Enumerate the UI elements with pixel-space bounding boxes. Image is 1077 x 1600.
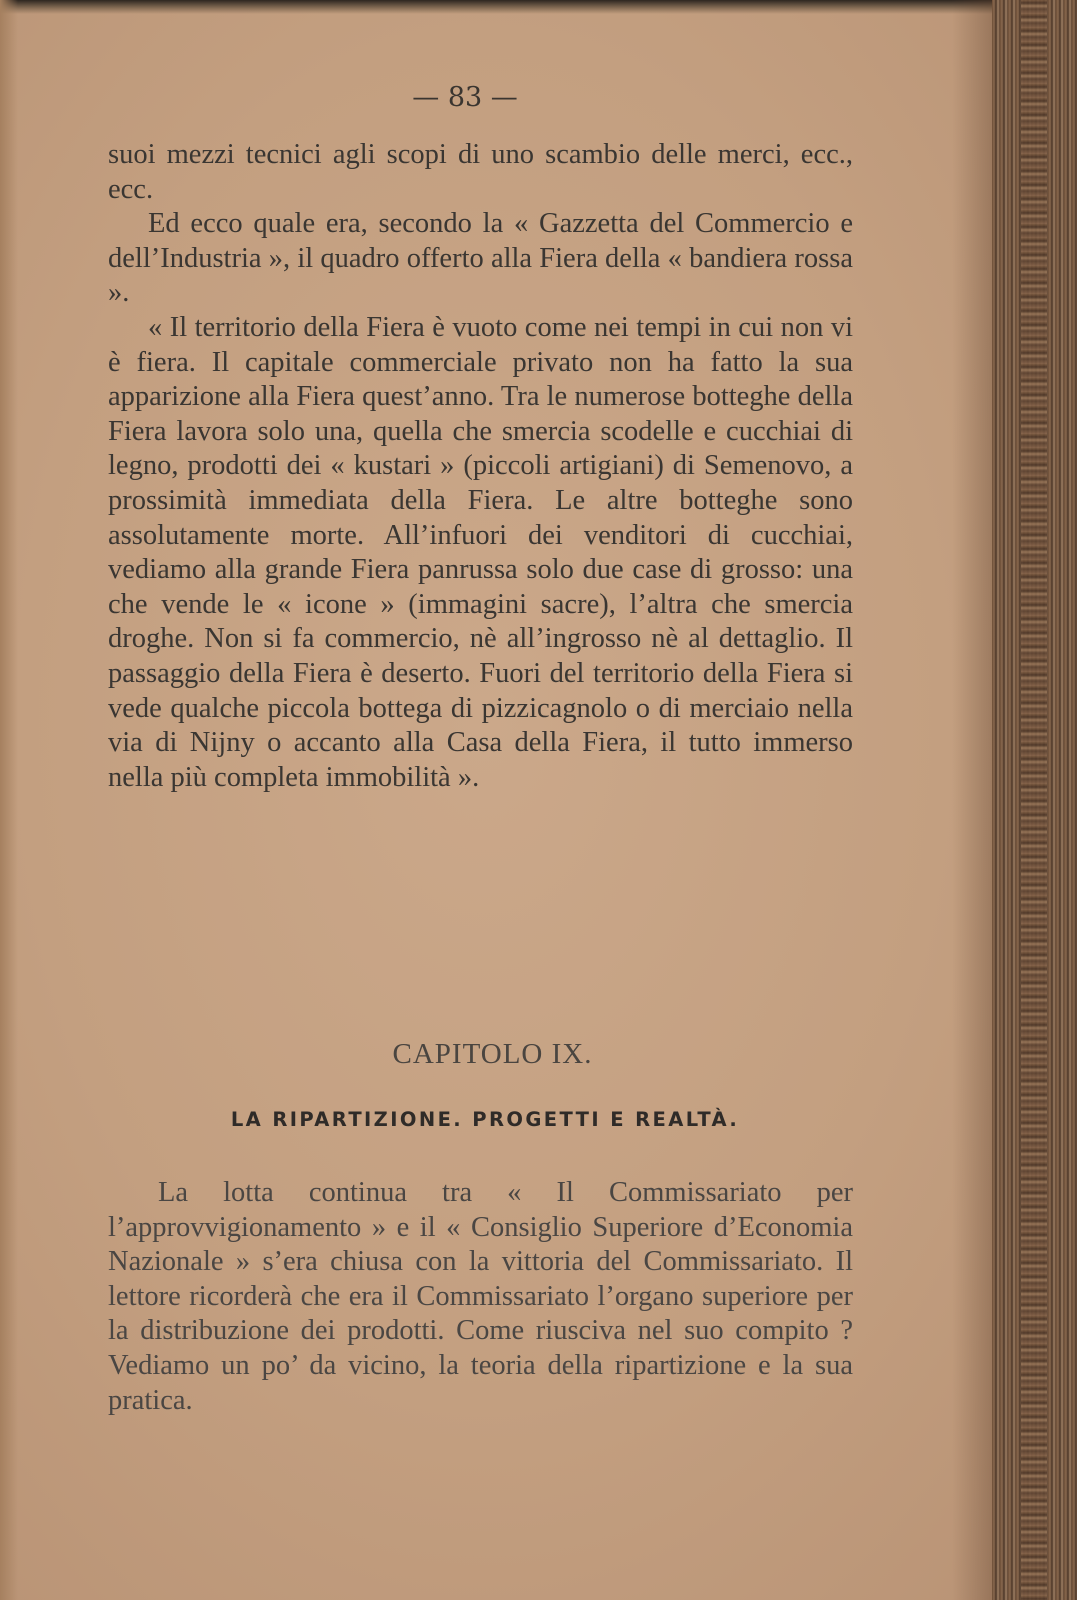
- page-top-edge: [0, 0, 1077, 14]
- page-number: — 83 —: [412, 82, 518, 113]
- chapter-text: [108, 1176, 853, 1418]
- chapter-paragraph: La lotta continua tra « Il Commissariato per l’approvvigionamento » e il « Consiglio Superiore d’Economia Nazionale » s’era chiusa con la vittoria del Commissariato. Il lettore ricorderà che era il Commissariato l’organo superiore per la distribuzione dei prodotti. Come riusciva nel suo compito ? Vediamo un po’ da vicino, la teoria della ripartizione e la sua pratica.: [108, 1177, 853, 1416]
- page-left-edge: [0, 0, 18, 1600]
- book-spine-edge: [992, 0, 1077, 1600]
- gutter-shadow: [952, 0, 992, 1600]
- paragraph-intro-quote: Ed ecco quale era, secondo la « Gazzetta del Commercio e dell’Industria », il quadro offerto alla Fiera della « bandiera rossa ».: [108, 208, 853, 309]
- chapter-subtitle: LA RIPARTIZIONE. PROGETTI E REALTÀ.: [230, 1108, 740, 1131]
- body-text: [108, 138, 853, 795]
- page-stack-edge: [1021, 0, 1047, 1600]
- paragraph-continuation: suoi mezzi tecnici agli scopi di uno scambio delle merci, ecc., ecc.: [108, 139, 853, 205]
- paragraph-quotation: « Il territorio della Fiera è vuoto come nei tempi in cui non vi è fiera. Il capitale commerciale privato non ha fatto la sua apparizione alla Fiera quest’anno. Tra le numerose botteghe della Fiera lavora solo una, quella che smercia scodelle e cucchiai di legno, prodotti dei « kustari » (piccoli artigiani) di Semenovo, a prossimità immediata della Fiera. Le altre botteghe sono assolutamente morte. All’infuori dei venditori di cucchiai, vediamo alla grande Fiera panrussa solo due case di grosso: una che vende le « icone » (immagini sacre), l’altra che smercia droghe. Non si fa commercio, nè all’ingrosso nè al dettaglio. Il passaggio della Fiera è deserto. Fuori del territorio della Fiera si vede qualche piccola bottega di pizzicagnolo o di merciaio nella via di Nijny o accanto alla Casa della Fiera, il tutto immerso nella più completa immobilità ».: [108, 311, 853, 793]
- chapter-heading: CAPITOLO IX.: [392, 1038, 593, 1070]
